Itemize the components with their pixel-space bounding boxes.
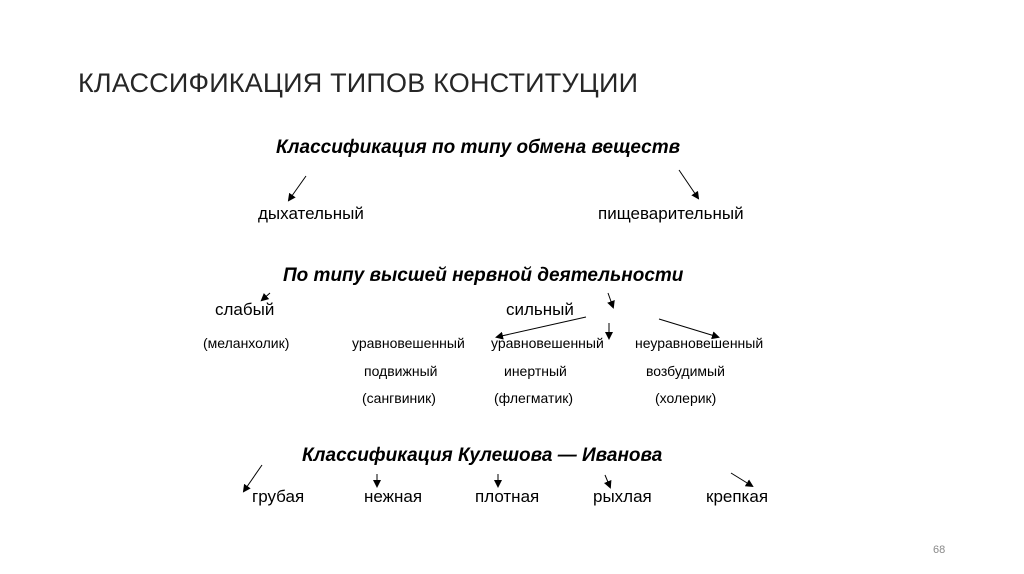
arrow-to-phlegmatic: [497, 317, 586, 337]
type-respiratory: дыхательный: [258, 204, 364, 223]
sanguine-line1: уравновешенный: [352, 335, 465, 351]
type-delicate: нежная: [364, 487, 423, 506]
type-dense: плотная: [475, 487, 540, 506]
type-digestive: пищеварительный: [598, 204, 744, 223]
sanguine-line2: подвижный: [364, 363, 438, 379]
phlegmatic-line2: инертный: [504, 363, 567, 379]
arrow-to-respiratory: [289, 176, 306, 200]
arrow-to-choleric: [659, 319, 718, 337]
section-heading-nervous-activity: По типу высшей нервной деятельности: [283, 265, 684, 286]
type-coarse: грубая: [252, 487, 305, 506]
type-loose: рыхлая: [593, 487, 652, 506]
type-strong-build: крепкая: [706, 487, 769, 506]
type-weak: слабый: [215, 300, 275, 319]
arrow-to-coarse: [244, 465, 262, 491]
phlegmatic-line1: уравновешенный: [491, 335, 604, 351]
arrow-to-loose: [605, 475, 610, 487]
phlegmatic-line3: (флегматик): [494, 390, 574, 406]
choleric-line3: (холерик): [655, 390, 717, 406]
sanguine-line3: (сангвиник): [362, 390, 436, 406]
section-heading-kuleshov-ivanov: Классификация Кулешова — Иванова: [302, 445, 663, 466]
type-strong: сильный: [506, 300, 574, 319]
arrow-to-strong: [608, 293, 613, 307]
choleric-line2: возбудимый: [646, 363, 725, 379]
arrow-to-strong-build: [731, 473, 752, 486]
arrow-to-weak: [262, 293, 270, 300]
arrow-to-digestive: [679, 170, 698, 198]
choleric-line1: неуравновешенный: [635, 335, 764, 351]
page-number: 68: [933, 544, 946, 556]
section-heading-metabolism: Классификация по типу обмена веществ: [276, 137, 681, 158]
slide-title: КЛАССИФИКАЦИЯ ТИПОВ КОНСТИТУЦИИ: [78, 68, 639, 98]
melancholic-label: (меланхолик): [203, 335, 290, 351]
